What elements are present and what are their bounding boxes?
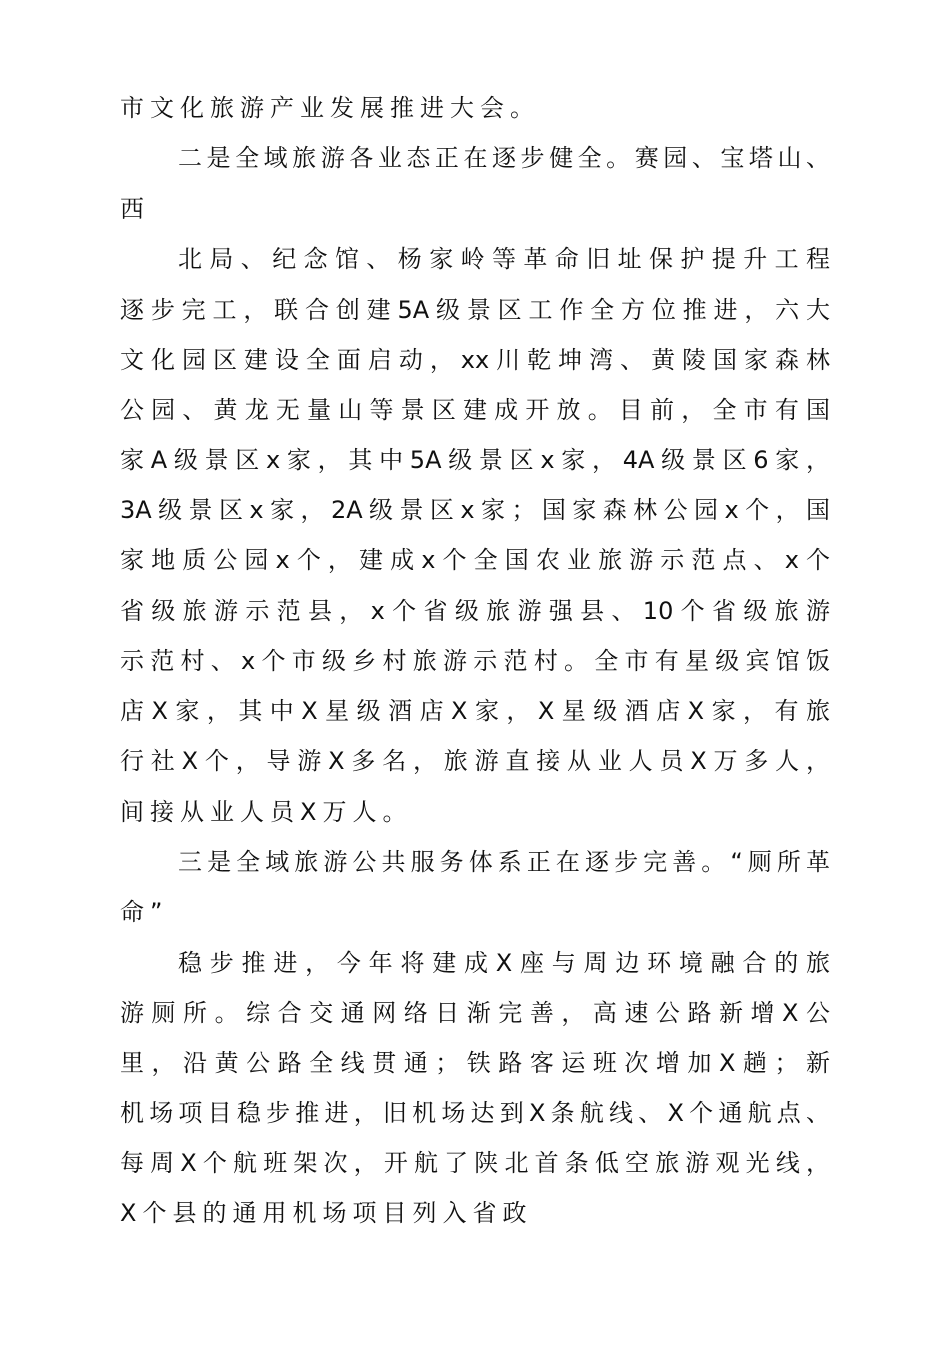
text-line-23: X个县的通用机场项目列入省政 — [120, 1199, 533, 1227]
text-line-6: 文化园区建设全面启动，xx川乾坤湾、黄陵国家森林 — [120, 346, 830, 374]
text-line-11: 省级旅游示范县，x个省级旅游强县、10个省级旅游 — [120, 597, 830, 625]
text-line-20: 里，沿黄公路全线贯通；铁路客运班次增加X趟；新 — [120, 1049, 830, 1077]
text-line-15: 间接从业人员X万人。 — [120, 798, 413, 826]
text-line-21: 机场项目稳步推进，旧机场达到X条航线、X个通航点、 — [120, 1099, 830, 1127]
text-line-18: 稳步推进，今年将建成X座与周边环境融合的旅 — [178, 949, 830, 977]
text-line-4: 北局、纪念馆、杨家岭等革命旧址保护提升工程 — [178, 245, 830, 273]
text-line-9: 3A级景区x家，2A级景区x家；国家森林公园x个，国 — [120, 496, 830, 524]
text-line-7: 公园、黄龙无量山等景区建成开放。目前，全市有国 — [120, 396, 830, 424]
text-line-5: 逐步完工，联合创建5A级景区工作全方位推进，六大 — [120, 296, 830, 324]
text-line-8: 家A级景区x家，其中5A级景区x家，4A级景区6家， — [120, 446, 830, 474]
text-line-19: 游厕所。综合交通网络日渐完善，高速公路新增X公 — [120, 999, 830, 1027]
text-line-14: 行社X个，导游X多名，旅游直接从业人员X万多人， — [120, 747, 830, 775]
text-line-22: 每周X个航班架次，开航了陕北首条低空旅游观光线， — [120, 1149, 830, 1177]
text-line-13: 店X家，其中X星级酒店X家，X星级酒店X家，有旅 — [120, 697, 830, 725]
text-line-12: 示范村、x个市级乡村旅游示范村。全市有星级宾馆饭 — [120, 647, 830, 675]
text-line-17: 命” — [120, 898, 169, 926]
text-line-1: 市文化旅游产业发展推进大会。 — [120, 94, 540, 122]
text-line-3: 西 — [120, 195, 150, 223]
text-line-10: 家地质公园x个，建成x个全国农业旅游示范点、x个 — [120, 546, 830, 574]
text-line-16: 三是全域旅游公共服务体系正在逐步完善。“厕所革 — [178, 848, 830, 876]
text-line-2: 二是全域旅游各业态正在逐步健全。赛园、宝塔山、 — [178, 144, 830, 172]
